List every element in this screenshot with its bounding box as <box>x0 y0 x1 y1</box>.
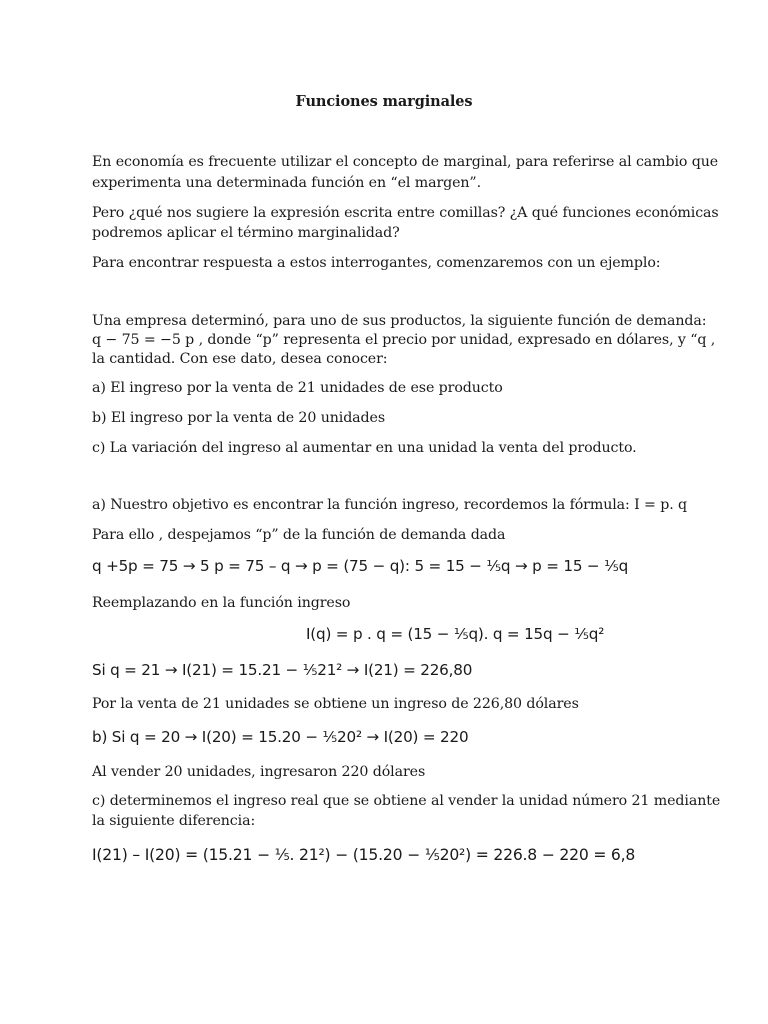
list-item-c: c) La variación del ingreso al aumentar en una unidad la venta del producto. <box>92 440 637 456</box>
equation-difference: I(21) – I(20) = (15.21 − ⅕. 21²) − (15.20 − ⅕20²) = 226.8 − 220 = 6,8 <box>92 846 636 864</box>
paragraph-line: q − 75 = −5 p , donde “p” representa el precio por unidad, expresado en dólares, y “q , <box>92 332 716 348</box>
paragraph-line: experimenta una determinada función en “el margen”. <box>92 175 481 191</box>
paragraph-line: Al vender 20 unidades, ingresaron 220 dólares <box>92 764 426 780</box>
paragraph-line: En economía es frecuente utilizar el concepto de marginal, para referirse al cambio que <box>92 154 719 170</box>
equation-q20: b) Si q = 20 → I(20) = 15.20 − ⅕20² → I(20) = 220 <box>92 728 469 746</box>
equation-demand: q +5p = 75 → 5 p = 75 – q → p = (75 − q): 5 = 15 − ⅕q → p = 15 − ⅕q <box>92 557 629 575</box>
equation-q21: Si q = 21 → I(21) = 15.21 − ⅕21² → I(21) = 226,80 <box>92 661 473 679</box>
page-title: Funciones marginales <box>295 93 473 110</box>
paragraph-line: Una empresa determinó, para uno de sus productos, la siguiente función de demanda: <box>92 313 707 329</box>
paragraph-line: Reemplazando en la función ingreso <box>92 595 351 611</box>
list-item-b: b) El ingreso por la venta de 20 unidades <box>92 410 385 426</box>
paragraph-line: Para encontrar respuesta a estos interrogantes, comenzaremos con un ejemplo: <box>92 255 661 271</box>
paragraph-line: c) determinemos el ingreso real que se obtiene al vender la unidad número 21 mediante <box>92 793 721 809</box>
paragraph-line: Pero ¿qué nos sugiere la expresión escrita entre comillas? ¿A qué funciones económicas <box>92 205 719 221</box>
paragraph-line: Por la venta de 21 unidades se obtiene un ingreso de 226,80 dólares <box>92 696 579 712</box>
paragraph-line: podremos aplicar el término marginalidad? <box>92 225 400 241</box>
paragraph-line: la cantidad. Con ese dato, desea conocer: <box>92 351 388 367</box>
paragraph-line: Para ello , despejamos “p” de la función de demanda dada <box>92 527 506 543</box>
paragraph-line: la siguiente diferencia: <box>92 813 256 829</box>
equation-income: I(q) = p . q = (15 − ⅕q). q = 15q − ⅕q² <box>306 625 605 643</box>
list-item-a: a) El ingreso por la venta de 21 unidades de ese producto <box>92 380 503 396</box>
paragraph-line: a) Nuestro objetivo es encontrar la función ingreso, recordemos la fórmula: I = p. q <box>92 497 688 513</box>
